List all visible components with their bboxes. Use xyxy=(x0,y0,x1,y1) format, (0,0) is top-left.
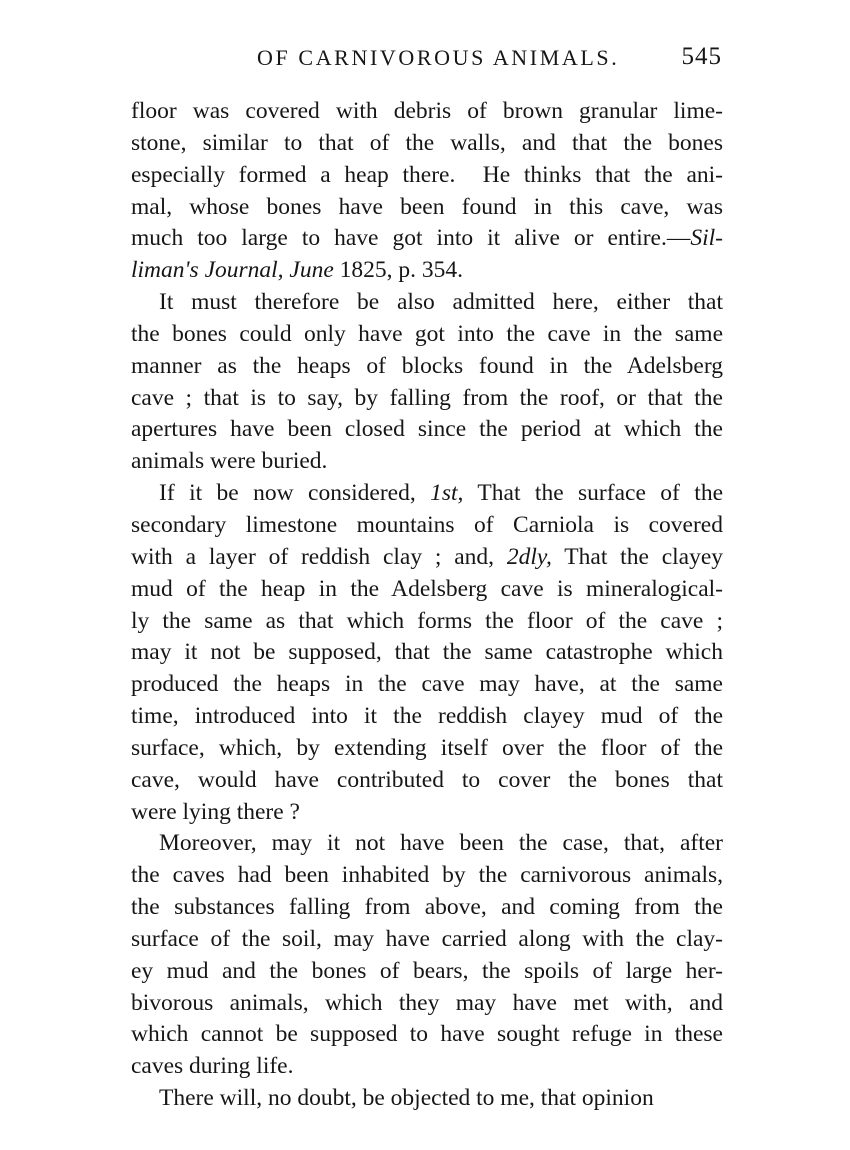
body-text xyxy=(131,96,723,1115)
text-run: secondary limestone mountains of Carniola is covered xyxy=(131,511,723,538)
text-line xyxy=(131,797,723,829)
text-line xyxy=(131,223,723,255)
text-line xyxy=(131,96,723,128)
text-line xyxy=(131,160,723,192)
text-run: produced the heaps in the cave may have, at the same xyxy=(131,671,723,698)
italic-text: Sil- xyxy=(690,225,723,252)
text-run: time, introduced into it the reddish clayey mud of the xyxy=(131,703,723,730)
text-run: stone, similar to that of the walls, and that the bones xyxy=(131,129,723,156)
text-line xyxy=(131,1051,723,1083)
text-run: floor was covered with debris of brown granular lime- xyxy=(131,98,723,124)
text-line xyxy=(131,192,723,224)
text-run: caves during life. xyxy=(131,1053,294,1080)
text-run: cave ; that is to say, by falling from the roof, or that the xyxy=(131,384,723,411)
text-line xyxy=(131,892,723,924)
text-run: mal, whose bones have been found in this cave, was xyxy=(131,193,723,220)
text-run: 1825, p. 354. xyxy=(333,257,464,284)
text-run: with a layer of reddish clay ; and, xyxy=(131,543,507,570)
text-line xyxy=(131,669,723,701)
text-run: the substances falling from above, and coming from the xyxy=(131,894,723,921)
text-run: surface of the soil, may have carried along with the clay- xyxy=(131,925,723,952)
text-line xyxy=(131,128,723,160)
text-line xyxy=(131,1019,723,1051)
text-line xyxy=(131,351,723,383)
text-line xyxy=(131,701,723,733)
text-run: much too large to have got into it alive or entire.— xyxy=(131,225,691,252)
text-line xyxy=(131,860,723,892)
text-run: may it not be supposed, that the same catastrophe which xyxy=(131,639,723,666)
text-run: ly the same as that which forms the floor of the cave ; xyxy=(131,607,723,634)
text-line xyxy=(131,287,723,319)
text-line xyxy=(131,478,723,510)
text-run: apertures have been closed since the period at which the xyxy=(131,416,723,443)
text-line xyxy=(131,828,723,860)
text-run: ey mud and the bones of bears, the spoils of large her- xyxy=(131,957,723,984)
text-run: If it be now considered, xyxy=(159,480,431,507)
text-line xyxy=(131,1083,723,1115)
text-run: That the clayey xyxy=(551,543,724,570)
text-line xyxy=(131,319,723,351)
running-title: OF CARNIVOROUS ANIMALS. xyxy=(257,45,620,70)
text-run: animals were buried. xyxy=(131,448,328,475)
text-line xyxy=(131,733,723,765)
text-run: the caves had been inhabited by the carnivorous animals, xyxy=(131,862,723,889)
text-line xyxy=(131,542,723,574)
italic-text: 2dly, xyxy=(506,543,552,570)
text-run: which cannot be supposed to have sought refuge in these xyxy=(131,1021,723,1048)
text-line xyxy=(131,606,723,638)
text-line xyxy=(131,574,723,606)
text-run: were lying there ? xyxy=(131,798,300,825)
text-line xyxy=(131,255,723,287)
text-run: It must therefore be also admitted here, either that xyxy=(159,289,723,316)
text-line xyxy=(131,988,723,1020)
text-line xyxy=(131,637,723,669)
text-line xyxy=(131,956,723,988)
text-line xyxy=(131,924,723,956)
text-run: That the surface of the xyxy=(463,480,723,507)
text-run: There will, no doubt, be objected to me, that opinion xyxy=(159,1085,654,1112)
text-run: surface, which, by extending itself over the floor of the xyxy=(131,734,723,761)
text-run: especially formed a heap there. He thinks that the ani- xyxy=(131,161,723,188)
text-line xyxy=(131,383,723,415)
running-head xyxy=(130,40,725,80)
text-run: mud of the heap in the Adelsberg cave is mineralogical- xyxy=(131,575,723,602)
page-number: 545 xyxy=(681,43,722,70)
text-run: cave, would have contributed to cover the bones that xyxy=(131,766,723,793)
text-run: the bones could only have got into the cave in the same xyxy=(131,320,723,347)
text-run: manner as the heaps of blocks found in the Adelsberg xyxy=(131,352,723,379)
text-line xyxy=(131,414,723,446)
text-line xyxy=(131,446,723,478)
italic-text: 1st, xyxy=(430,480,464,507)
italic-text: liman's Journal, June xyxy=(131,257,334,284)
text-line xyxy=(131,765,723,797)
text-run: bivorous animals, which they may have met with, and xyxy=(131,989,723,1016)
text-run: Moreover, may it not have been the case, that, after xyxy=(159,830,723,857)
text-line xyxy=(131,510,723,542)
